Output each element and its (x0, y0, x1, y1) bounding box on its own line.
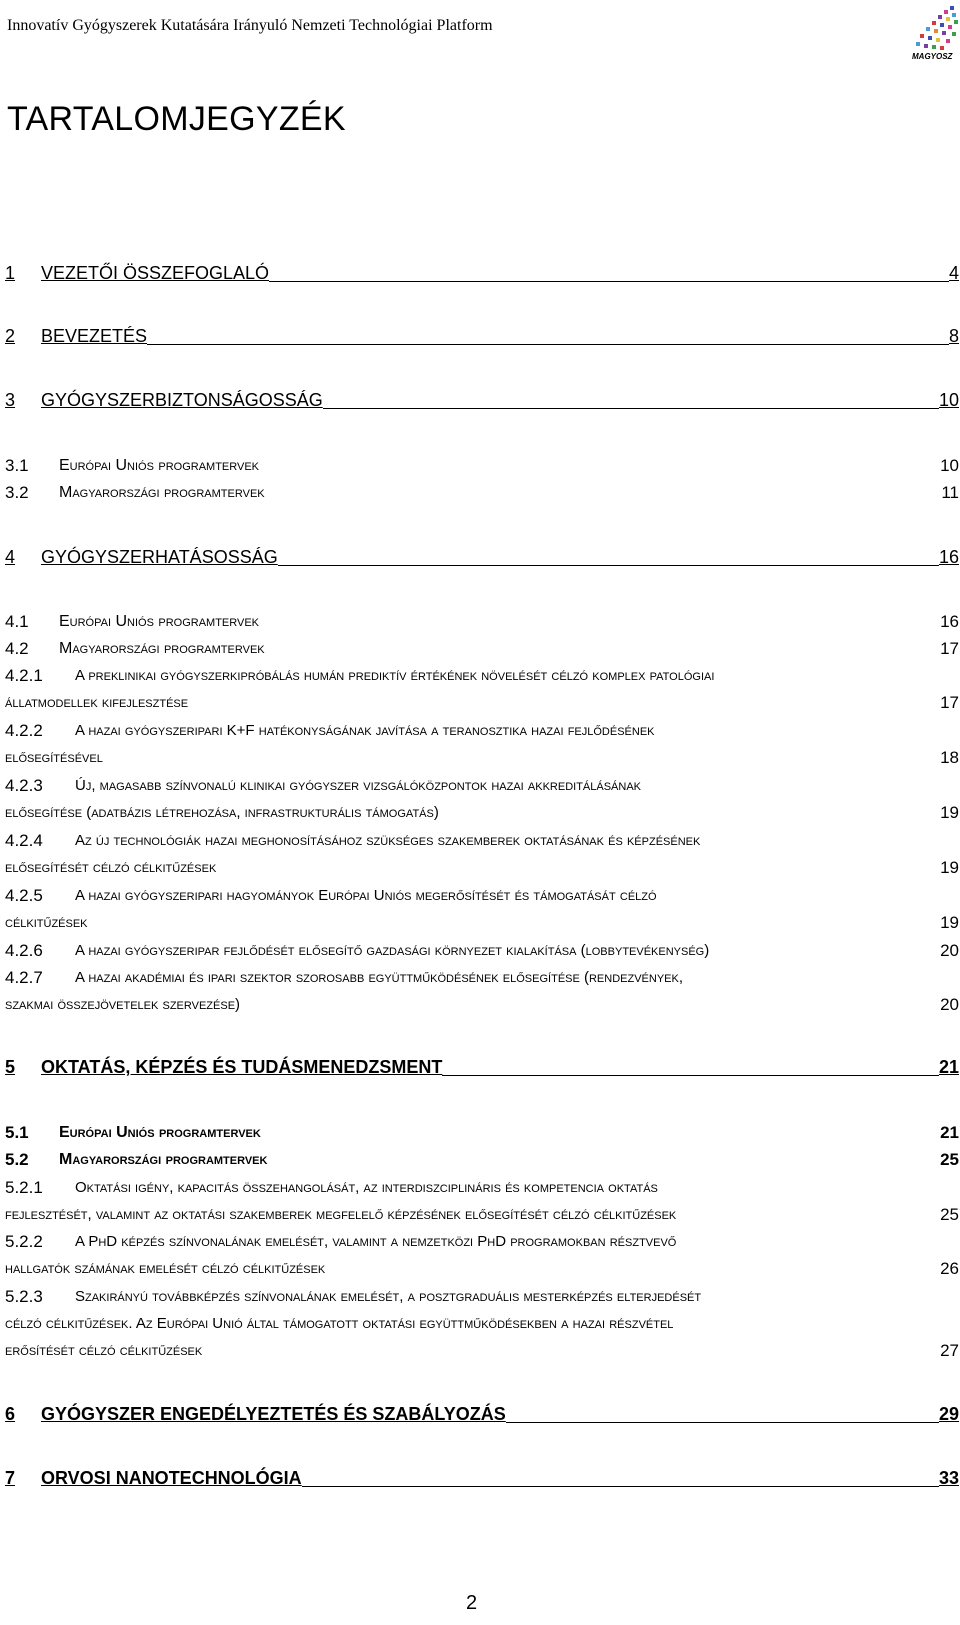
toc-page: 25 (940, 1205, 959, 1224)
toc-title: Európai Uniós programtervek (59, 1124, 261, 1141)
toc-title: BEVEZETÉS (41, 326, 148, 346)
toc-entry-5-1[interactable] (5, 1121, 959, 1145)
toc-page: 19 (940, 913, 959, 932)
toc-title: Új, magasabb színvonalú klinikai gyógyszer vizsgálóközpontok hazai akkreditálásának (75, 777, 641, 794)
toc-number: 4.2.5 (5, 886, 43, 905)
toc-page: 17 (940, 639, 959, 658)
toc-number: 5.1 (5, 1123, 29, 1142)
toc-page: 20 (940, 941, 959, 960)
svg-text:MAGYOSZ: MAGYOSZ (912, 52, 953, 61)
toc-page: 29 (938, 1404, 959, 1424)
toc-entry-4[interactable] (5, 545, 959, 569)
toc-page: 11 (941, 483, 959, 502)
toc-continuation: célkitűzések (5, 914, 88, 931)
toc-page: 26 (940, 1259, 959, 1278)
toc-number: 4.2.3 (5, 776, 43, 795)
toc-page: 33 (938, 1468, 959, 1488)
toc-continuation: erősítését célzó célkitűzések (5, 1342, 203, 1359)
toc-entry-3[interactable] (5, 388, 959, 412)
page-title: TARTALOMJEGYZÉK (7, 100, 346, 138)
toc-number: 7 (5, 1468, 16, 1488)
toc-rule (41, 344, 959, 345)
toc-page: 8 (948, 326, 959, 346)
toc-entry-4-2[interactable] (5, 637, 959, 661)
toc-page: 19 (940, 803, 959, 822)
toc-continuation: állatmodellek kifejlesztése (5, 694, 189, 711)
toc-continuation: szakmai összejövetelek szervezése) (5, 996, 241, 1013)
toc-entry-4-2-1[interactable] (5, 664, 959, 688)
toc-continuation: elősegítését célzó célkitűzések (5, 859, 217, 876)
toc-number: 5 (5, 1057, 16, 1077)
magyosz-logo (912, 4, 960, 62)
toc-entry-4-1[interactable] (5, 610, 959, 634)
toc-title: A preklinikai gyógyszerkipróbálás humán prediktív értékének növelését célzó komplex patológiai (75, 667, 715, 684)
toc-page: 27 (940, 1341, 959, 1360)
toc-entry-5-2-3[interactable] (5, 1285, 959, 1309)
toc-number: 3.1 (5, 456, 29, 475)
toc-continuation: elősegítésével (5, 749, 103, 766)
toc-title: OKTATÁS, KÉPZÉS ÉS TUDÁSMENEDZSMENT (41, 1057, 443, 1077)
toc-number: 1 (5, 263, 16, 283)
toc-entry-5-2-1[interactable] (5, 1176, 959, 1200)
toc-number: 4.2.2 (5, 721, 43, 740)
toc-title: Magyarországi programtervek (59, 640, 265, 657)
toc-number: 4.2.7 (5, 968, 43, 987)
toc-page: 21 (938, 1057, 959, 1077)
toc-page: 4 (948, 263, 959, 283)
toc-number: 5.2 (5, 1150, 29, 1169)
toc-number: 4 (5, 547, 16, 567)
toc-continuation: hallgatók számának emelését célzó célkitűzések (5, 1260, 326, 1277)
toc-title: A hazai gyógyszeripari K+F hatékonyságának javítása a teranosztika hazai fejlődésének (75, 722, 655, 739)
toc-title: A PhD képzés színvonalának emelését, valamint a nemzetközi PhD programokban résztvevő (75, 1233, 677, 1250)
toc-entry-6[interactable] (5, 1402, 959, 1426)
toc-number: 3 (5, 390, 16, 410)
toc-page: 10 (940, 456, 959, 475)
toc-page: 10 (938, 390, 959, 410)
toc-title: Európai Uniós programtervek (59, 457, 260, 474)
toc-entry-5-2[interactable] (5, 1148, 959, 1172)
toc-title: Európai Uniós programtervek (59, 613, 260, 630)
toc-entry-4-2-6[interactable] (5, 939, 959, 963)
toc-page: 16 (940, 612, 959, 631)
toc-title: A hazai gyógyszeripari hagyományok Európai Uniós megerősítését és támogatását célzó (75, 887, 657, 904)
toc-entry-5-2-2[interactable] (5, 1230, 959, 1254)
toc-entry-1[interactable] (5, 261, 959, 285)
toc-page: 17 (940, 693, 959, 712)
toc-page: 16 (938, 547, 959, 567)
page-number: 2 (466, 1592, 478, 1614)
toc-title: Oktatási igény, kapacitás összehangolását, az interdiszciplináris és kompetencia oktatás (75, 1179, 658, 1196)
toc-page: 25 (940, 1150, 959, 1169)
toc-page: 19 (940, 858, 959, 877)
toc-number: 4.1 (5, 612, 29, 631)
toc-number: 2 (5, 326, 16, 346)
toc-number: 5.2.3 (5, 1287, 43, 1306)
toc-entry-4-2-2[interactable] (5, 719, 959, 743)
toc-title: Magyarországi programtervek (59, 484, 265, 501)
toc-entry-4-2-3[interactable] (5, 774, 959, 798)
toc-title: A hazai akadémiai és ipari szektor szorosabb együttműködésének elősegítése (rendezvények, (75, 969, 684, 986)
toc-number: 3.2 (5, 483, 29, 502)
toc-title: Szakirányú továbbképzés színvonalának emelését, a posztgraduális mesterképzés elterjedését (75, 1288, 702, 1305)
toc-page: 21 (940, 1123, 959, 1142)
toc-continuation: célzó célkitűzések. Az Európai Unió által támogatott oktatási együttműködésekben a hazai részvétel (5, 1315, 674, 1332)
toc-continuation: elősegítése (adatbázis létrehozása, infrastrukturális támogatás) (5, 804, 439, 821)
toc-entry-4-2-5[interactable] (5, 884, 959, 908)
toc-number: 5.2.1 (5, 1178, 43, 1197)
running-header: Innovatív Gyógyszerek Kutatására Irányuló Nemzeti Technológiai Platform (7, 17, 493, 34)
toc-continuation: fejlesztését, valamint az oktatási szakemberek megfelelő képzésének elősegítését célzó célkitűzések (5, 1206, 677, 1223)
toc-page: 20 (940, 995, 959, 1014)
toc-entry-4-2-4[interactable] (5, 829, 959, 853)
toc-title: GYÓGYSZERBIZTONSÁGOSSÁG (41, 390, 323, 410)
toc-title: Magyarországi programtervek (59, 1151, 268, 1168)
toc-entry-3-2[interactable] (5, 481, 959, 505)
toc-entry-7[interactable] (5, 1466, 959, 1490)
toc-title: Az új technológiák hazai meghonosításához szükséges szakemberek oktatásának és képzésének (75, 832, 701, 849)
toc-number: 6 (5, 1404, 16, 1424)
toc-number: 4.2.1 (5, 666, 43, 685)
toc-title: VEZETŐI ÖSSZEFOGLALÓ (41, 263, 270, 283)
toc-title: GYÓGYSZERHATÁSOSSÁG (41, 547, 278, 567)
toc-number: 4.2.6 (5, 941, 43, 960)
toc-number: 4.2 (5, 639, 29, 658)
toc-entry-2[interactable] (5, 324, 959, 348)
toc-title: GYÓGYSZER ENGEDÉLYEZTETÉS ÉS SZABÁLYOZÁS (41, 1404, 506, 1424)
toc-title: ORVOSI NANOTECHNOLÓGIA (41, 1468, 302, 1488)
toc-entry-4-2-7[interactable] (5, 966, 959, 990)
toc-number: 5.2.2 (5, 1232, 43, 1251)
toc-title: A hazai gyógyszeripar fejlődését elősegítő gazdasági környezet kialakítása (lobbytevékenység) (75, 942, 710, 959)
toc-page: 18 (940, 748, 959, 767)
toc-entry-3-1[interactable] (5, 454, 959, 478)
toc-number: 4.2.4 (5, 831, 43, 850)
toc-entry-5[interactable] (5, 1055, 959, 1079)
